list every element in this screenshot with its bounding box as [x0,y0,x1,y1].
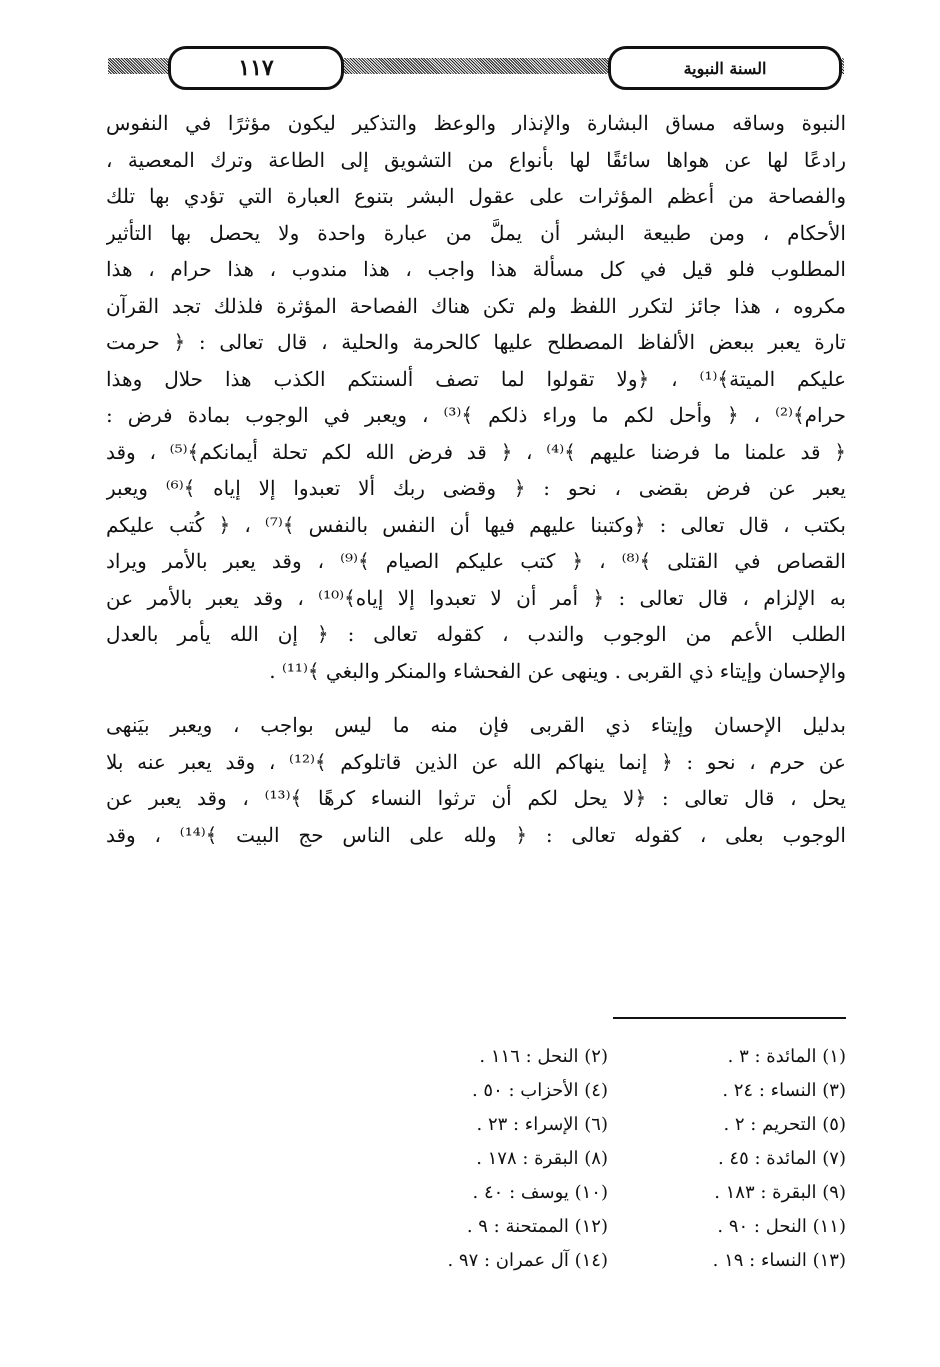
text-line: الوجوب بعلى ، كقوله تعالى : ﴿ ولله على الناس حج البيت ﴾⁽¹⁴⁾ ، وقد [106,822,846,847]
page-header [108,46,844,86]
footnote: (٨) البقرة : ١٧٨ . [476,1148,608,1169]
footnote: (٩) البقرة : ١٨٣ . [714,1182,846,1203]
footnote: (١) المائدة : ٣ . [727,1046,846,1067]
text-line: يعبر عن فرض بقضى ، نحو : ﴿ وقضى ربك ألا تعبدوا إلا إياه ﴾⁽⁶⁾ ويعبر [106,476,846,500]
footnote: (٦) الإسراء : ٢٣ . [476,1114,608,1135]
footnote: (١٤) آل عمران : ٩٧ . [447,1250,608,1271]
footnote: (١١) النحل : ٩٠ . [717,1216,846,1237]
footnote-row [400,1244,846,1278]
text-line: النبوة وساقه مساق البشارة والإنذار والوعظ والتذكير ليكون مؤثرًا في النفوس [106,111,846,135]
footnote-row [400,1210,846,1244]
text-line: تارة يعبر ببعض الألفاظ المصطلح عليها كالحرمة والحلية ، قال تعالى : ﴿ حرمت [106,330,846,354]
text-line: ﴿ قد علمنا ما فرضنا عليهم ﴾⁽⁴⁾ ، ﴿ قد فرض الله لكم تحلة أيمانكم﴾⁽⁵⁾ ، وقد [106,439,846,464]
text-line: الأحكام ، ومن طبيعة البشر أن يملَّ من عبارة واحدة ولا يحصل بها التأثير [106,220,846,245]
text-line: عليكم الميتة﴾⁽¹⁾ ، ﴿ولا تقولوا لما تصف ألسنتكم الكذب هذا حلال وهذا [106,366,846,391]
text-line: يحل ، قال تعالى : ﴿لا يحل لكم أن ترثوا النساء كرهًا ﴾⁽¹³⁾ ، وقد يعبر عن [106,786,846,810]
text-line: عن حرم ، نحو : ﴿ إنما ينهاكم الله عن الذين قاتلوكم ﴾⁽¹²⁾ ، وقد يعبر عنه بلا [106,749,846,774]
running-title: السنة النبوية [608,46,842,90]
footnote: (٥) التحريم : ٢ . [723,1114,846,1135]
text-line: الطلب الأعم من الوجوب والندب ، كقوله تعالى : ﴿ إن الله يأمر بالعدل [106,622,846,646]
text-line: القصاص في القتلى ﴾⁽⁸⁾ ، ﴿ كتب عليكم الصيام ﴾⁽⁹⁾ ، وقد يعبر بالأمر ويراد [106,549,846,573]
footnote: (٣) النساء : ٢٤ . [722,1080,846,1101]
text-line: والإحسان وإيتاء ذي القربى . وينهى عن الفحشاء والمنكر والبغي ﴾⁽¹¹⁾ . [269,658,846,683]
page-number: ١١٧ [168,46,344,90]
footnote-row [400,1108,846,1142]
text-line: مكروه ، هذا جائز لتكرر اللفظ ولم تكن هناك الفصاحة المؤثرة فلذلك تجد القرآن [106,293,846,318]
text-line: بدليل الإحسان وإيتاء ذي القربى فإن منه ما ليس بواجب ، ويعبر بيَنهى [106,713,846,737]
body-text [106,105,846,853]
footnote: (٧) المائدة : ٤٥ . [717,1148,846,1169]
footnote-row [400,1040,846,1074]
footnote: (١٣) النساء : ١٩ . [712,1250,846,1271]
footnote: (٤) الأحزاب : ٥٠ . [471,1080,608,1101]
text-line: بكتب ، قال تعالى : ﴿وكتبنا عليهم فيها أن النفس بالنفس ﴾⁽⁷⁾ ، ﴿ كُتب عليكم [106,512,846,537]
text-line: والفصاحة من أعظم المؤثرات على عقول البشر بتنوع العبارة التي تؤدي بها تلك [106,184,846,208]
footnote-row [400,1074,846,1108]
text-line: حرام﴾⁽²⁾ ، ﴿ وأحل لكم ما وراء ذلكم ﴾⁽³⁾ ، ويعبر في الوجوب بمادة فرض : [106,403,846,427]
footnote: (٢) النحل : ١١٦ . [479,1046,608,1067]
text-line: رادعًا لها عن هواها سائقًا لها بأنواع من التشويق إلى الطاعة وترك المعصية ، [106,147,846,172]
footnotes [400,1040,846,1278]
footnote-separator [613,1017,846,1019]
footnote: (١٠) يوسف : ٤٠ . [472,1182,608,1203]
text-line: به الإلزام ، قال تعالى : ﴿ أمر أن لا تعبدوا إلا إياه﴾⁽¹⁰⁾ ، وقد يعبر بالأمر عن [106,585,846,610]
footnote: (١٢) الممتحنة : ٩ . [466,1216,608,1237]
text-line: المطلوب فلو قيل في كل مسألة هذا واجب ، هذا مندوب ، هذا حرام ، هذا [106,257,846,281]
footnote-row [400,1176,846,1210]
footnote-row [400,1142,846,1176]
